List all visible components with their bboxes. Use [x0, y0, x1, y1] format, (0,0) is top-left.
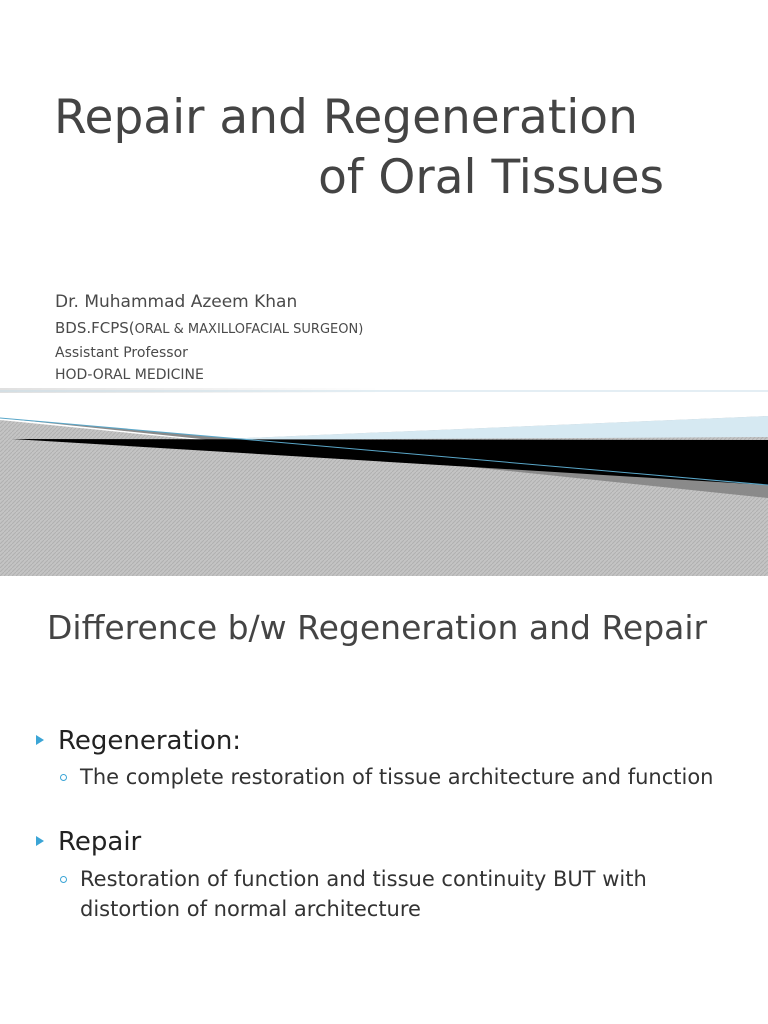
degree-specialty: ORAL & MAXILLOFACIAL SURGEON)	[134, 322, 364, 337]
decorative-band	[0, 388, 768, 576]
slide-title: Difference b/w Regeneration and Repair	[47, 608, 708, 647]
title-line-1: Repair and Regeneration	[54, 90, 638, 145]
degree-prefix: BDS.FCPS(	[55, 319, 135, 337]
author-department: HOD-ORAL MEDICINE	[55, 367, 204, 383]
ring-bullet-icon	[60, 876, 67, 883]
bullet-regeneration	[58, 726, 241, 756]
author-degree	[55, 319, 363, 337]
bullet-label: Repair	[58, 827, 142, 857]
sub-bullet-repair	[80, 864, 720, 924]
triangle-bullet-icon	[36, 836, 44, 846]
sub-bullet-text: The complete restoration of tissue architecture and function	[80, 765, 714, 789]
triangle-bullet-icon	[36, 735, 44, 745]
ring-bullet-icon	[60, 774, 67, 781]
sub-bullet-text: Restoration of function and tissue continuity BUT with distortion of normal architecture	[80, 867, 647, 921]
sub-bullet-regeneration	[80, 762, 720, 792]
author-name: Dr. Muhammad Azeem Khan	[55, 292, 298, 312]
bullet-label: Regeneration:	[58, 726, 242, 756]
title-line-2: of Oral Tissues	[318, 150, 664, 205]
slide-title	[54, 88, 664, 208]
bullet-repair	[58, 827, 141, 857]
content-slide	[0, 576, 768, 1024]
author-position: Assistant Professor	[55, 345, 188, 361]
